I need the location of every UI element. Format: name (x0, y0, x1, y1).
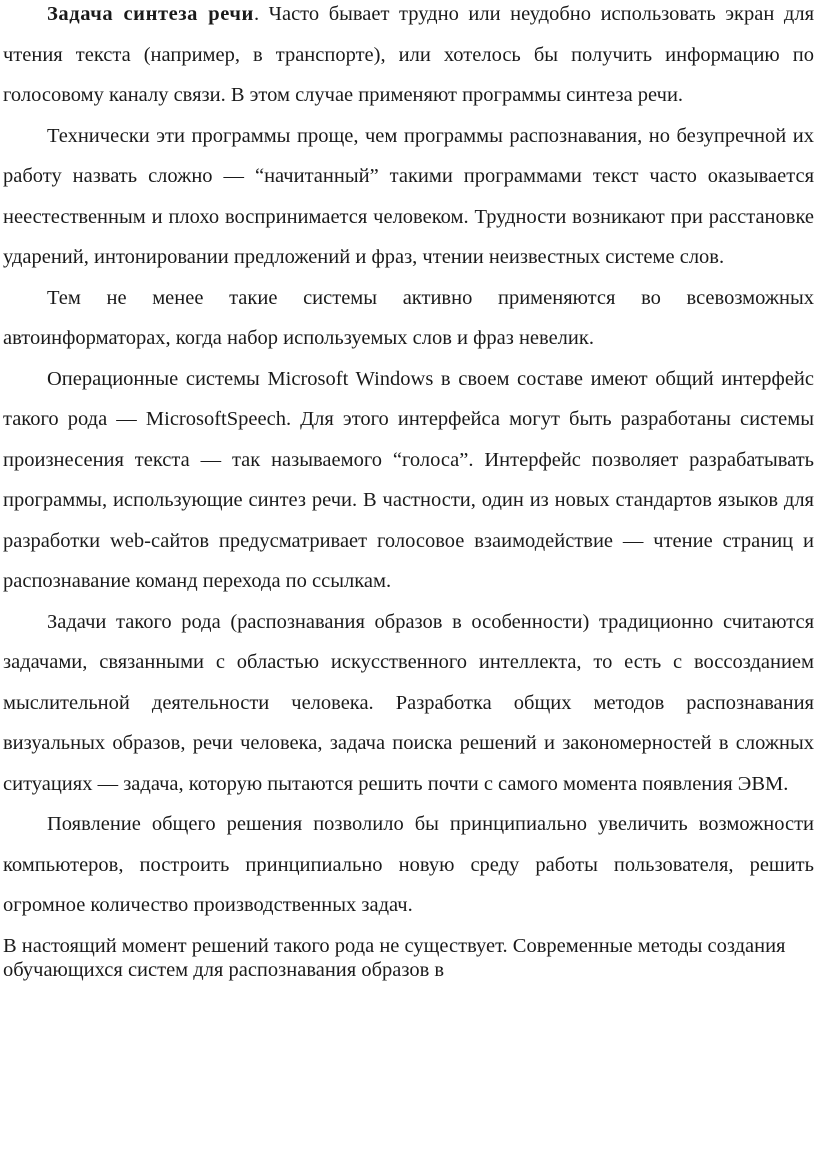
paragraph-technical: Технически эти программы проще, чем программы распознавания, но безупречной их работу назвать сложно — “начитанный” такими программами текст часто оказывается неестественным и плохо воспринимается человеком. Трудности возникают при расстановке ударений, интонировании предложений и фраз, чтении неизвестных системе слов. (3, 124, 814, 268)
paragraph-ai-tasks: Задачи такого рода (распознавания образов в особенности) традиционно считаются задачами, связанными с областью искусственного интеллекта, то есть с воссозданием мыслительной деятельности человека. Разработка общих методов распознавания визуальных образов, речи человека, задача поиска решений и закономерностей в сложных ситуациях — задача, которую пытаются решить почти с самого момента появления ЭВМ. (3, 610, 814, 795)
paragraph-current-state: В настоящий момент решений такого рода не существует. Современные методы создания обучающихся систем для распознавания образов в (3, 934, 786, 981)
paragraph-speech-synthesis (3, 0, 814, 116)
paragraph-autoinformers: Тем не менее такие системы активно применяются во всевозможных автоинформаторах, когда набор используемых слов и фраз невелик. (3, 286, 814, 349)
paragraph-windows-speech: Операционные системы Microsoft Windows в своем составе имеют общий интерфейс такого рода — MicrosoftSpeech. Для этого интерфейса могут быть разработаны системы произнесения текста — так называемого “голоса”. Интерфейс позволяет разрабатывать программы, использующие синтез речи. В частности, один из новых стандартов языков для разработки web-сайтов предусматривает голосовое взаимодействие — чтение страниц и распознавание команд перехода по ссылкам. (3, 367, 814, 592)
section-heading: Задача синтеза речи (47, 3, 254, 25)
paragraph-text: . Часто бывает трудно или неудобно использовать экран для чтения текста (например, в транспорте), или хотелось бы получить информацию по голосовому каналу связи. В этом случае применяют программы синтеза речи. (3, 3, 814, 106)
paragraph-general-solution: Появление общего решения позволило бы принципиально увеличить возможности компьютеров, построить принципиально новую среду работы пользователя, решить огромное количество производственных задач. (3, 813, 814, 916)
